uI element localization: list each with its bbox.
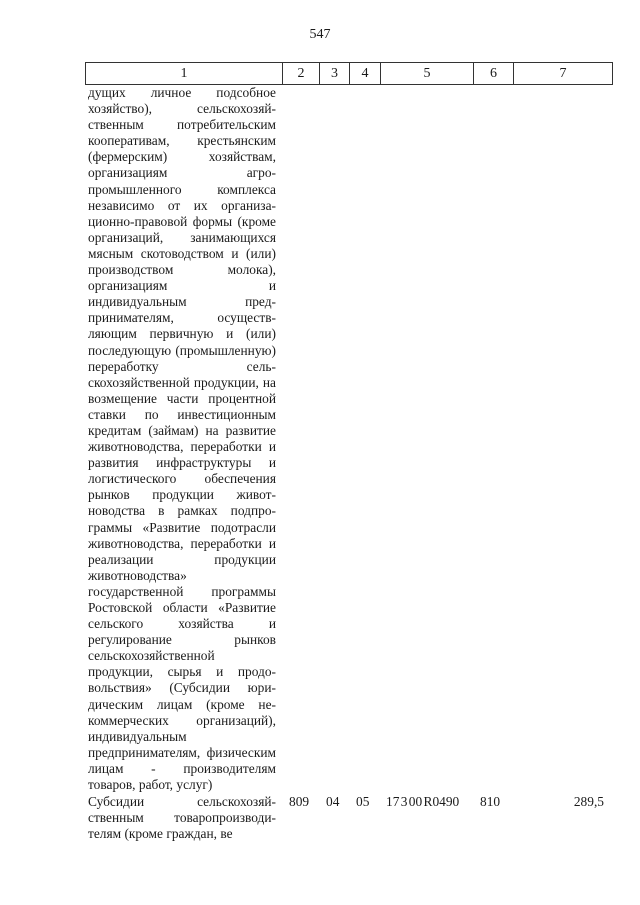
table-cell-col-3: 04	[326, 794, 340, 809]
header-col-2: 2	[283, 63, 320, 85]
table-cell-col-7: 289,5	[573, 794, 604, 809]
page-number: 547	[309, 27, 331, 42]
header-col-6: 6	[474, 63, 514, 85]
table-cell-col-5: 17 3 00 R0490	[386, 794, 460, 809]
header-col-4: 4	[350, 63, 381, 85]
table-cell-col-4: 05	[356, 794, 370, 809]
header-col-7: 7	[514, 63, 613, 85]
table-row-description: Субсидии сельскохозяйственным товаропроизводителям (кроме граждан, ве	[88, 794, 276, 842]
header-col-5: 5	[381, 63, 474, 85]
header-col-3: 3	[320, 63, 350, 85]
header-row	[86, 63, 613, 85]
table-header	[85, 62, 613, 85]
table-row-description: дущих личное подсобное хозяйство), сельскохозяйственным потребительским кооперативам, крестьянским (фермерским) хозяйствам, организациям агропромышленного комплекса независимо от их организационно-правовой формы (кроме организаций, занимающихся мясным скотоводством и (или) производством молока), организациям и индивидуальным предпринимателям, осуществляющим первичную и (или) последующую (промышленную) переработку сельскохозяйственной продукции, на возмещение части процентной ставки по инвестиционным кредитам (займам) на развитие животноводства, переработки и развития инфраструктуры и логистического обеспечения рынков продукции животноводства в рамках подпрограммы «Развитие подотрасли животноводства, переработки и реализации продукции животноводства» государственной программы Ростовской области «Развитие сельского хозяйства и регулирование рынков сельскохозяйственной продукции, сырья и продовольствия» (Субсидии юридическим лицам (кроме некоммерческих организаций), индивидуальным предпринимателям, физическим лицам - производителям товаров, работ, услуг)	[88, 85, 276, 793]
header-col-1: 1	[86, 63, 283, 85]
table-cell-col-2: 809	[289, 794, 310, 809]
table-cell-col-6: 810	[480, 794, 501, 809]
